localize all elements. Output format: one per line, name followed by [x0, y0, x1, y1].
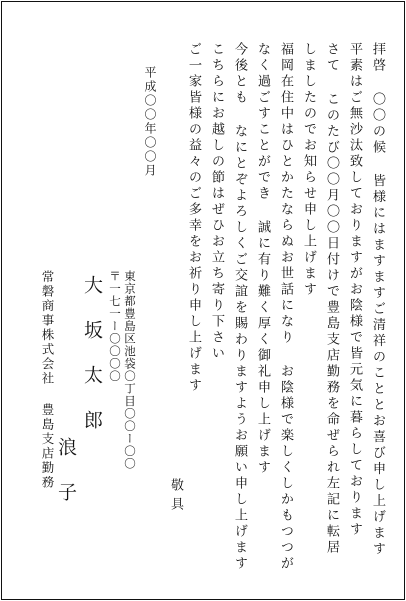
company-name: 常磐商事株式会社 豊島支店勤務 [40, 270, 55, 490]
sender-name-2: 浪子 [55, 437, 77, 527]
sender-name-1: 大坂太郎 [81, 275, 103, 455]
letter-line-3: さて このたび〇〇月〇〇日付けで豊島支店勤務を命ぜられ左記に転居 [324, 42, 339, 556]
letter-line-6: なく過ごすことができ 誠に有り難く厚く御礼申し上げます [255, 42, 270, 476]
letter-line-5: 福岡在住中はひとかたならぬお世話になり お陰様で楽しくしかもつつが [278, 42, 293, 572]
postal-code: 〒一七一ー〇〇〇〇 [108, 270, 122, 383]
letter-line-7: 今後とも なにとぞよろしくご交誼を賜わりますようお願い申し上げます [232, 42, 247, 572]
letter-line-4: しましたのでお知らせ申し上げます [301, 42, 316, 298]
address: 東京都豊島区池袋〇丁目〇〇ー〇〇 [123, 270, 137, 470]
letter-card [1, 1, 405, 600]
letter-line-2: 平素はご無沙汰致しておりますがお陰様で皆元気に暮らしております [347, 42, 362, 538]
closing-keigu: 敬具 [168, 478, 183, 516]
letter-line-8: こちらにお越しの節はぜひお立ち寄り下さい [209, 42, 224, 362]
letter-date: 平成〇〇年〇〇月 [143, 66, 157, 178]
letter-line-9: ご一家皆様の益々のご多幸をお祈り申し上げます [186, 42, 201, 394]
letter-line-1: 拝啓 〇〇の候 皆様にはますますご清祥のこととお喜び申し上げます [370, 42, 385, 558]
